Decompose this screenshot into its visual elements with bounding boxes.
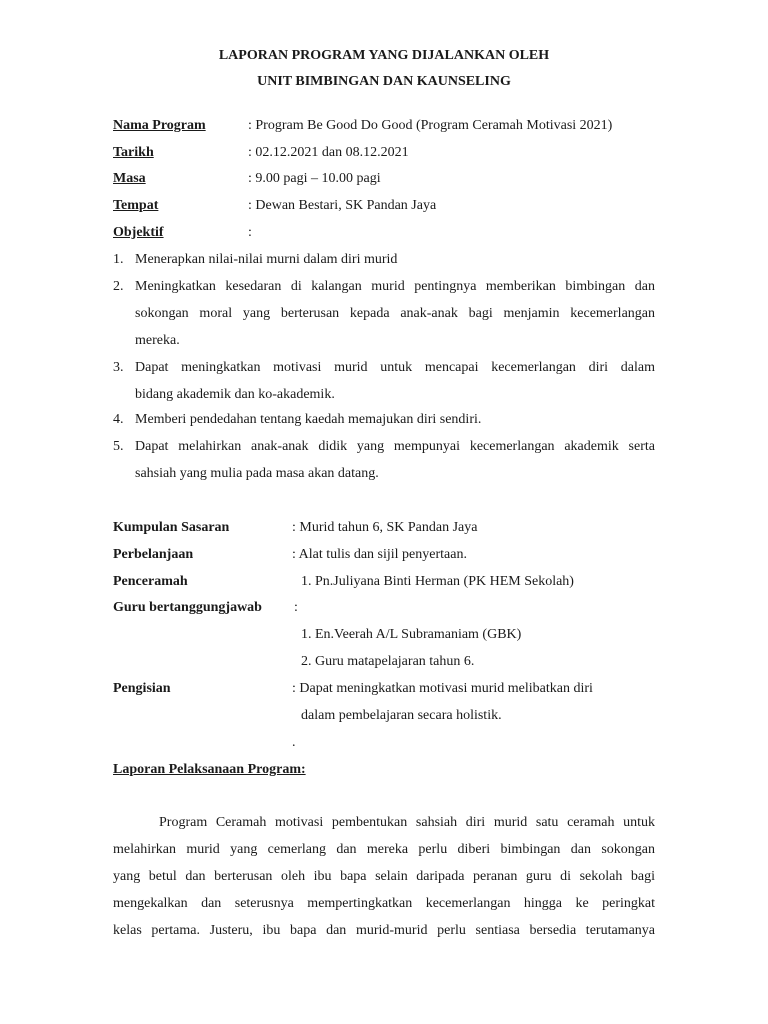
objective-2-line-2: sokongan moral yang berterusan kepada anak-anak bagi menjamin kecemerlangan: [135, 306, 655, 321]
guru-item-1: 1. En.Veerah A/L Subramaniam (GBK): [301, 627, 522, 642]
nama-program-label: Nama Program: [113, 118, 206, 133]
kumpulan-sasaran-label: Kumpulan Sasaran: [113, 520, 230, 535]
nama-program-value: : Program Be Good Do Good (Program Ceramah Motivasi 2021): [248, 118, 613, 133]
perbelanjaan-value: : Alat tulis dan sijil penyertaan.: [292, 547, 467, 562]
objective-4-number: 4.: [113, 412, 124, 427]
masa-value: : 9.00 pagi – 10.00 pagi: [248, 171, 381, 186]
objektif-value: :: [248, 225, 252, 240]
report-line-3: yang betul dan berterusan oleh ibu bapa selain daripada peranan guru di sekolah bagi: [113, 869, 655, 884]
objective-1-number: 1.: [113, 252, 124, 267]
objective-4-line-1: Memberi pendedahan tentang kaedah memajukan diri sendiri.: [135, 412, 482, 427]
tarikh-label: Tarikh: [113, 145, 154, 160]
report-title-line-1: LAPORAN PROGRAM YANG DIJALANKAN OLEH: [218, 48, 550, 63]
guru-bertanggungjawab-label: Guru bertanggungjawab: [113, 600, 262, 615]
guru-item-2: 2. Guru matapelajaran tahun 6.: [301, 654, 475, 669]
objective-2-number: 2.: [113, 279, 124, 294]
report-line-5: kelas pertama. Justeru, ibu bapa dan murid-murid perlu sentiasa bersedia terutamanya: [113, 923, 655, 938]
masa-label: Masa: [113, 171, 146, 186]
pengisian-value-line-1: : Dapat meningkatkan motivasi murid melibatkan diri: [292, 681, 593, 696]
objective-2-line-3: mereka.: [135, 333, 180, 348]
objective-3-line-1: Dapat meningkatkan motivasi murid untuk mencapai kecemerlangan diri dalam: [135, 360, 655, 375]
report-line-1: Program Ceramah motivasi pembentukan sahsiah diri murid satu ceramah untuk: [159, 815, 655, 830]
objective-2-line-1: Meningkatkan kesedaran di kalangan murid pentingnya memberikan bimbingan dan: [135, 279, 655, 294]
tarikh-value: : 02.12.2021 dan 08.12.2021: [248, 145, 409, 160]
pengisian-label: Pengisian: [113, 681, 171, 696]
penceramah-value: 1. Pn.Juliyana Binti Herman (PK HEM Sekolah): [301, 574, 574, 589]
report-line-4: mengekalkan dan seterusnya mempertingkatkan kecemerlangan hingga ke peringkat: [113, 896, 655, 911]
objective-5-number: 5.: [113, 439, 124, 454]
objective-3-line-2: bidang akademik dan ko-akademik.: [135, 387, 335, 402]
pengisian-trailing-dot: .: [292, 735, 296, 750]
objective-5-line-1: Dapat melahirkan anak-anak didik yang mempunyai kecemerlangan akademik serta: [135, 439, 655, 454]
objektif-label: Objektif: [113, 225, 164, 240]
report-title-line-2: UNIT BIMBINGAN DAN KAUNSELING: [257, 74, 511, 89]
kumpulan-sasaran-value: : Murid tahun 6, SK Pandan Jaya: [292, 520, 478, 535]
penceramah-label: Penceramah: [113, 574, 188, 589]
guru-bertanggungjawab-colon: :: [294, 600, 298, 615]
objective-1-line-1: Menerapkan nilai-nilai murni dalam diri murid: [135, 252, 398, 267]
tempat-value: : Dewan Bestari, SK Pandan Jaya: [248, 198, 437, 213]
tempat-label: Tempat: [113, 198, 159, 213]
perbelanjaan-label: Perbelanjaan: [113, 547, 194, 562]
report-heading: Laporan Pelaksanaan Program:: [113, 762, 306, 777]
pengisian-value-line-2: dalam pembelajaran secara holistik.: [301, 708, 502, 723]
objective-3-number: 3.: [113, 360, 124, 375]
report-line-2: melahirkan murid yang cemerlang dan mereka perlu diberi bimbingan dan sokongan: [113, 842, 655, 857]
objective-5-line-2: sahsiah yang mulia pada masa akan datang.: [135, 466, 379, 481]
